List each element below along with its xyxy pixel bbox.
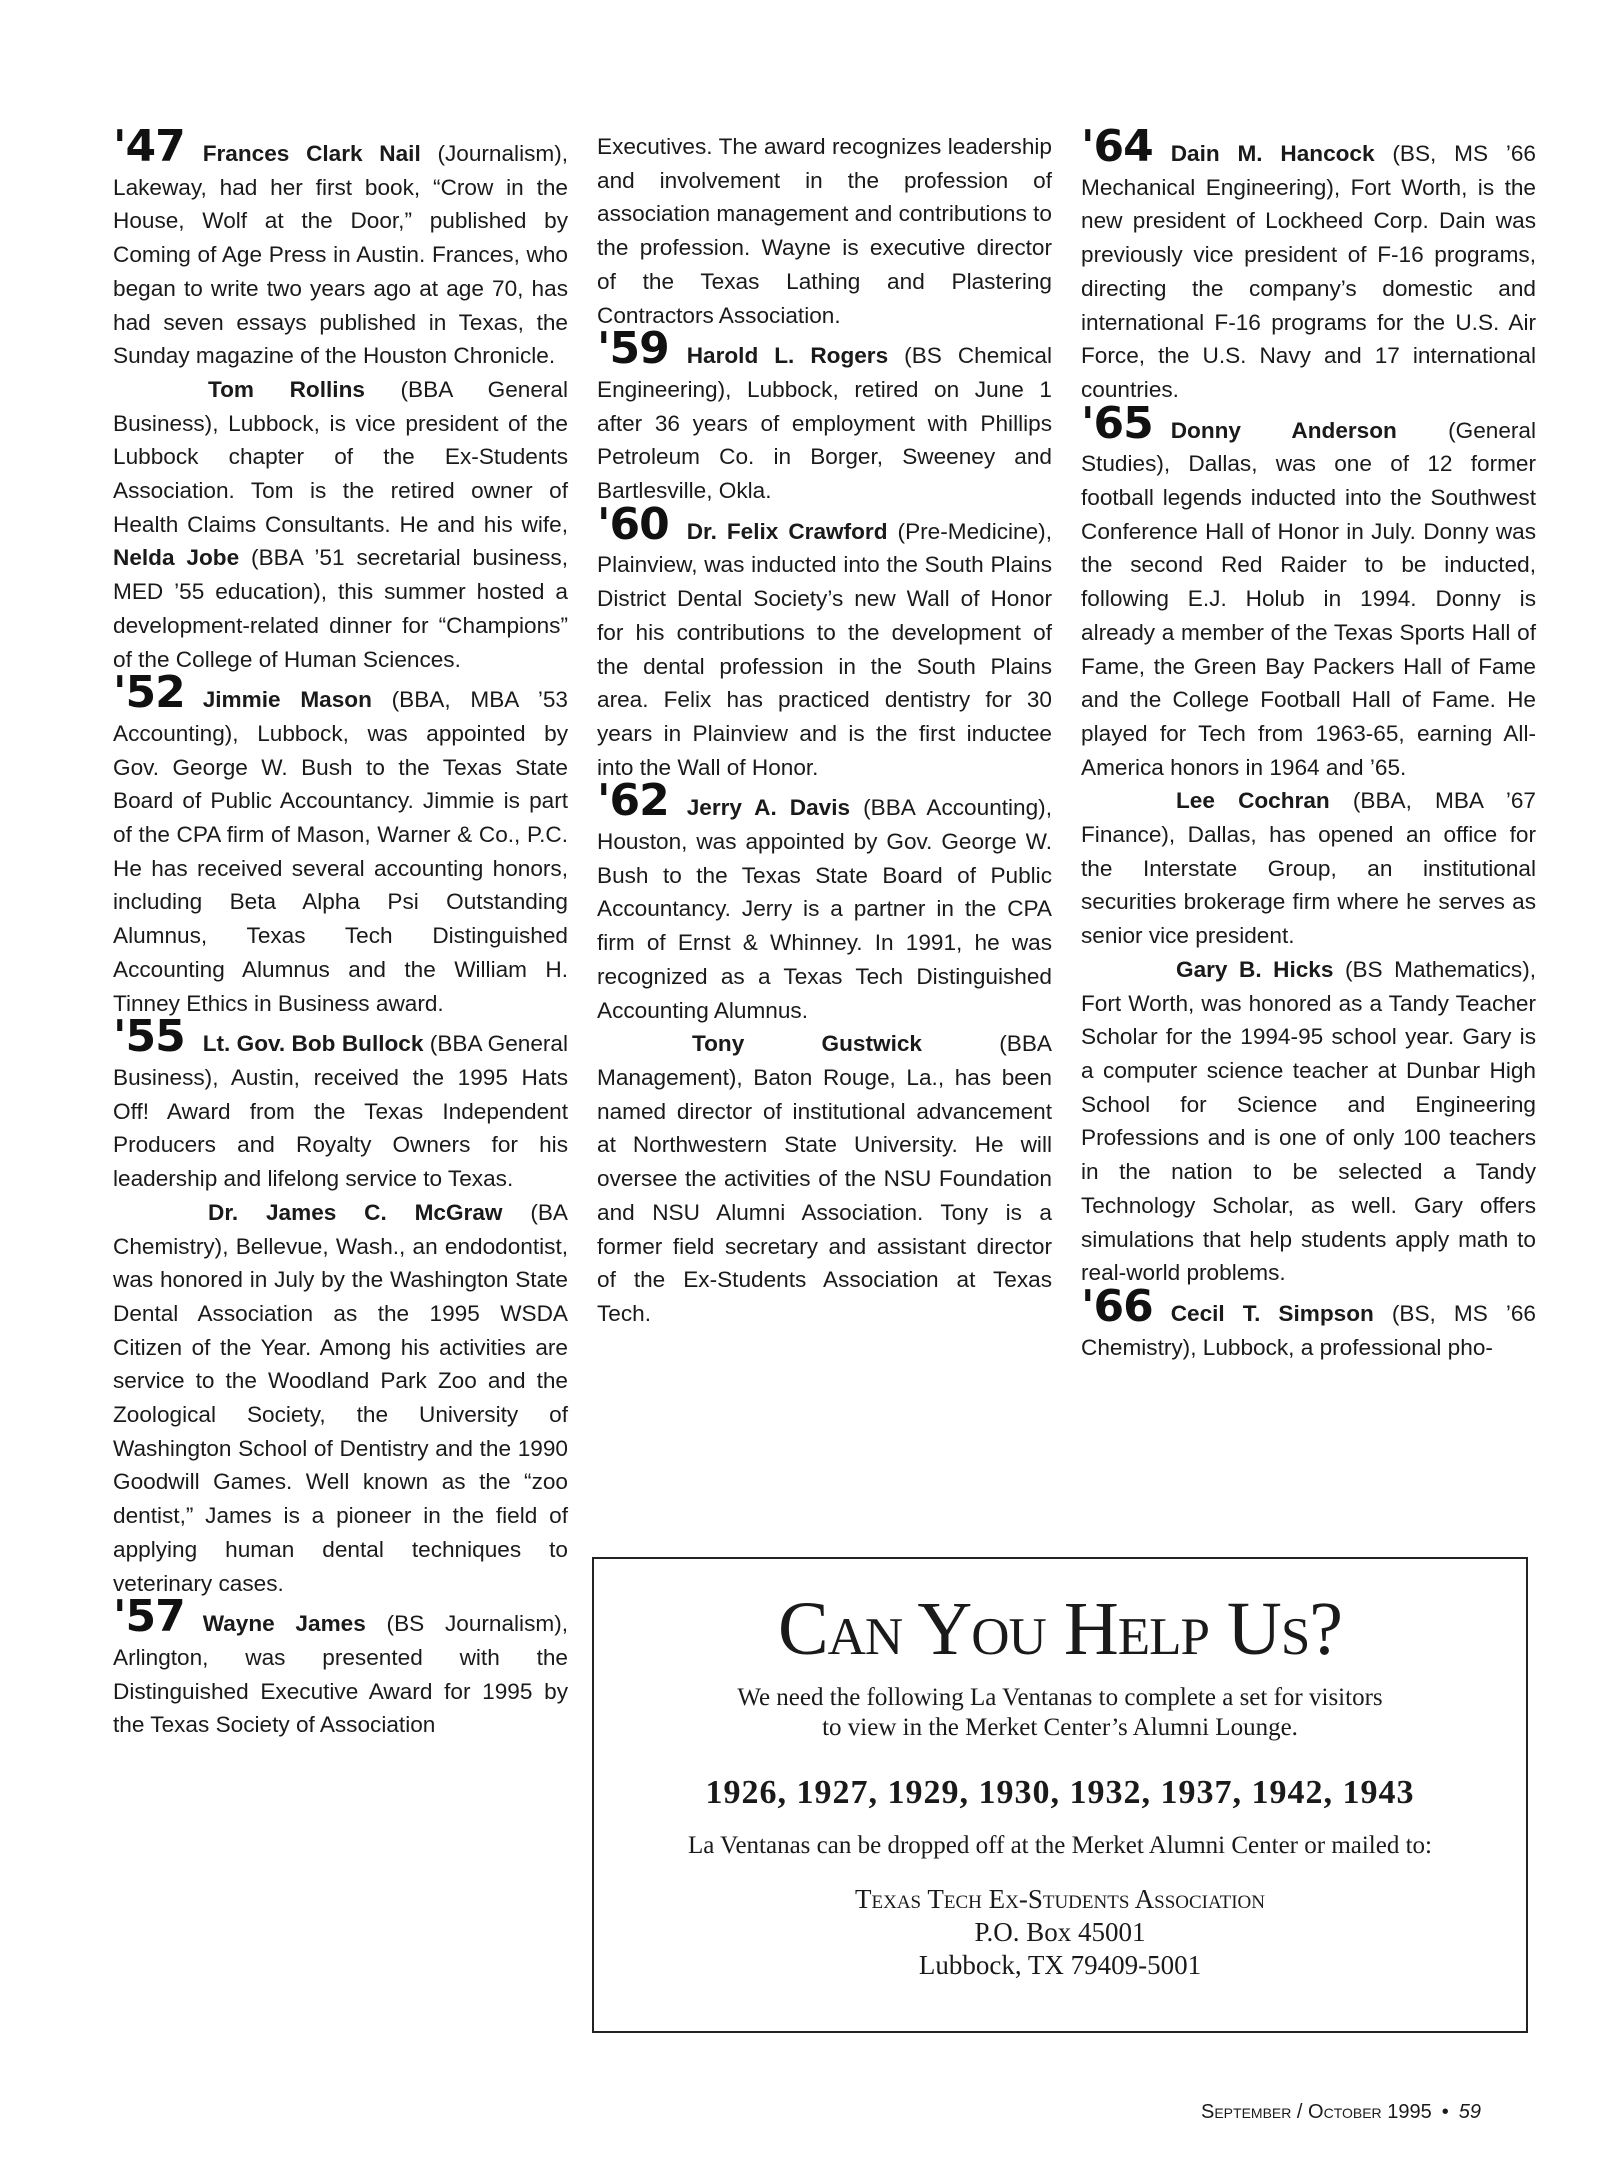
class-note-text: (BBA, MBA ’67 Finance), Dallas, has opened an office for the Interstate Group, an institutional securities brokerage firm where he serves as senior vice president.: [1081, 788, 1536, 949]
page-number: 59: [1458, 2101, 1481, 2123]
class-note-65-cochran: [1081, 784, 1536, 953]
ad-drop-off-text: La Ventanas can be dropped off at the Merket Alumni Center or mailed to:: [688, 1832, 1432, 1859]
ad-org-name: Texas Tech Ex-Students Association: [855, 1884, 1265, 1914]
column-left: [113, 121, 569, 1742]
issue-date: September / October 1995: [1201, 2101, 1432, 2123]
alumni-name: Harold L. Rogers: [686, 343, 889, 369]
alumni-name: Nelda Jobe: [113, 545, 240, 571]
class-note-text: (BBA Accounting), Houston, was appointed by Gov. George W. Bush to the Texas State Board of Public Accountancy. Jerry is a partner in the CPA firm of Ernst & Whinney. In 1991, he was recognized as a Texas Tech Distinguished Accounting Alumnus.: [597, 795, 1052, 1023]
year-heading: '66: [1081, 1280, 1153, 1332]
class-note-55-mcgraw: [113, 1196, 568, 1600]
class-note-55: [113, 1011, 569, 1196]
class-note-text: (BS Journalism), Arlington, was presented with the Distinguished Executive Award for 1995 by the Texas Society of Association: [113, 1611, 568, 1738]
alumni-name: Gary B. Hicks: [1176, 956, 1334, 982]
class-note-text: Executives. The award recognizes leadership and involvement in the profession of association management and contributions to the profession. Wayne is executive director of the Texas Lathing and Plastering Contractors Association.: [597, 134, 1052, 328]
year-heading: '57: [113, 1591, 185, 1643]
column-middle: [597, 130, 1052, 1331]
class-note-text: (BBA Management), Baton Rouge, La., has been named director of institutional advancement at Northwestern State University. He will oversee the activities of the NSU Foundation and NSU Alumni Association. Tony is a former field secretary and assistant director of the Ex-Students Association at Texas Tech.: [597, 1031, 1052, 1326]
class-note-text: (BBA, MBA ’53 Accounting), Lubbock, was appointed by Gov. George W. Bush to the Texas State Board of Public Accountancy. Jimmie is part of the CPA firm of Mason, Warner & Co., P.C. He has received several accounting honors, including Beta Alpha Psi Outstanding Alumnus, Texas Tech Distinguished Accounting Alumnus and the William H. Tinney Ethics in Business award.: [113, 687, 568, 1016]
class-note-47: [113, 121, 569, 373]
alumni-name: Dr. James C. McGraw: [208, 1199, 503, 1225]
class-note-text: (General Studies), Dallas, was one of 12 former football legends inducted into the Southwest Conference Hall of Honor in July. Donny was the second Red Raider to be inducted, following E.J. Holub in 1994. Donny is already a member of the Texas Sports Hall of Fame, the Green Bay Packers Hall of Fame and the College Football Hall of Fame. He played for Tech from 1963-65, earning All-America honors in 1964 and ’65.: [1081, 417, 1536, 780]
class-note-62: [597, 775, 1052, 1027]
alumni-name: Lt. Gov. Bob Bullock: [202, 1031, 424, 1057]
ad-intro-line: We need the following La Ventanas to complete a set for visitors: [737, 1684, 1383, 1711]
class-note-66: [1081, 1280, 1536, 1364]
alumni-name: Dr. Felix Crawford: [686, 518, 888, 544]
ad-needed-years: 1926, 1927, 1929, 1930, 1932, 1937, 1942, 1943: [705, 1774, 1415, 1811]
class-note-52: [113, 667, 568, 1020]
alumni-name: Jerry A. Davis: [686, 795, 851, 821]
alumni-name: Donny Anderson: [1170, 417, 1397, 443]
ad-city: Lubbock, TX 79409-5001: [918, 1950, 1202, 1980]
year-heading: '52: [113, 667, 185, 719]
class-note-text: (BS Mathematics), Fort Worth, was honored as a Tandy Teacher Scholar for the 1994-95 school year. Gary is a computer science teacher at Dunbar High School for Science and Engineering Professions and is one of only 100 teachers in the nation to be selected a Tandy Technology Scholar, as well. Gary offers simulations that help students apply math to real-world problems.: [1081, 956, 1536, 1286]
alumni-name: Tom Rollins: [208, 376, 365, 402]
alumni-name: Jimmie Mason: [202, 687, 372, 713]
class-note-65: [1081, 397, 1536, 785]
column-right: [1081, 121, 1536, 1364]
class-note-text: (BS, MS ’66 Mechanical Engineering), Fort Worth, is the new president of Lockheed Corp. Dain was previously vice president of F-16 programs, directing the company’s domestic and international F-16 programs for the U.S. Air Force, the U.S. Navy and 17 international countries.: [1081, 141, 1536, 402]
alumni-name: Dain M. Hancock: [1170, 141, 1375, 166]
ad-title: Can You Help Us?: [777, 1587, 1343, 1671]
year-heading: '47: [113, 121, 185, 172]
class-note-64: [1081, 121, 1536, 407]
help-us-ad-box: [592, 1557, 1528, 2033]
alumni-name: Frances Clark Nail: [202, 141, 421, 166]
class-note-text: (Pre-Medicine), Plainview, was inducted into the South Plains District Dental Society’s new Wall of Honor for his contributions to the development of the dental profession in the South Plains area. Felix has practiced dentistry for 30 years in Plainview and is the first inductee into the Wall of Honor.: [597, 518, 1052, 780]
class-note-text: (BS, MS ’66 Chemistry), Lubbock, a professional pho-: [1081, 1300, 1536, 1360]
alumni-name: Lee Cochran: [1176, 788, 1330, 814]
ad-intro: [594, 1683, 1526, 1743]
class-note-60: [597, 498, 1052, 785]
class-note-59: [597, 323, 1052, 508]
class-note-57: [113, 1591, 568, 1742]
year-heading: '59: [597, 323, 669, 375]
class-note-text: (BA Chemistry), Bellevue, Wash., an endodontist, was honored in July by the Washington State Dental Association as the 1995 WSDA Citizen of the Year. Among his activities are service to the Woodland Park Zoo and the Zoological Society, the University of Washington School of Dentistry and the 1990 Goodwill Games. Well known as the “zoo dentist,” James is a pioneer in the field of applying human dental techniques to veterinary cases.: [113, 1199, 568, 1596]
class-note-47-rollins: [113, 373, 568, 676]
ad-intro-line: to view in the Merket Center’s Alumni Lounge.: [822, 1714, 1298, 1741]
class-note-text: (BBA General Business), Austin, received the 1995 Hats Off! Award from the Texas Independent Producers and Royalty Owners for his leadership and lifelong service to Texas.: [113, 1031, 569, 1192]
page-footer: [1201, 2100, 1481, 2124]
alumni-name: Tony Gustwick: [692, 1031, 922, 1057]
ad-mailing-address: [594, 1883, 1526, 1982]
class-note-62-gustwick: [597, 1027, 1052, 1330]
class-note-57-continued: [597, 130, 1052, 332]
class-note-65-hicks: [1081, 953, 1536, 1290]
year-heading: '62: [597, 775, 669, 827]
class-note-text: (BBA ’51 secretarial business, MED ’55 education), this summer hosted a development-related dinner for “Champions” of the College of Human Sciences.: [113, 545, 568, 672]
class-note-text: (Journalism), Lakeway, had her first book, “Crow in the House, Wolf at the Door,” published by Coming of Age Press in Austin. Frances, who began to write two years ago at age 70, has had seven essays published in Texas, the Sunday magazine of the Houston Chronicle.: [113, 141, 569, 369]
year-heading: '55: [113, 1011, 185, 1063]
footer-separator: •: [1441, 2101, 1449, 2123]
class-note-text: (BBA General Business), Lubbock, is vice president of the Lubbock chapter of the Ex-Students Association. Tom is the retired owner of Health Claims Consultants. He and his wife,: [113, 376, 569, 537]
class-note-text: (BS Chemical Engineering), Lubbock, retired on June 1 after 36 years of employment with Phillips Petroleum Co. in Borger, Sweeney and Bartlesville, Okla.: [597, 343, 1052, 504]
year-heading: '64: [1081, 121, 1153, 172]
ad-po-box: P.O. Box 45001: [974, 1917, 1146, 1947]
alumni-name: Wayne James: [202, 1611, 366, 1637]
year-heading: '60: [597, 498, 669, 550]
alumni-name: Cecil T. Simpson: [1170, 1300, 1374, 1326]
year-heading: '65: [1081, 397, 1153, 449]
